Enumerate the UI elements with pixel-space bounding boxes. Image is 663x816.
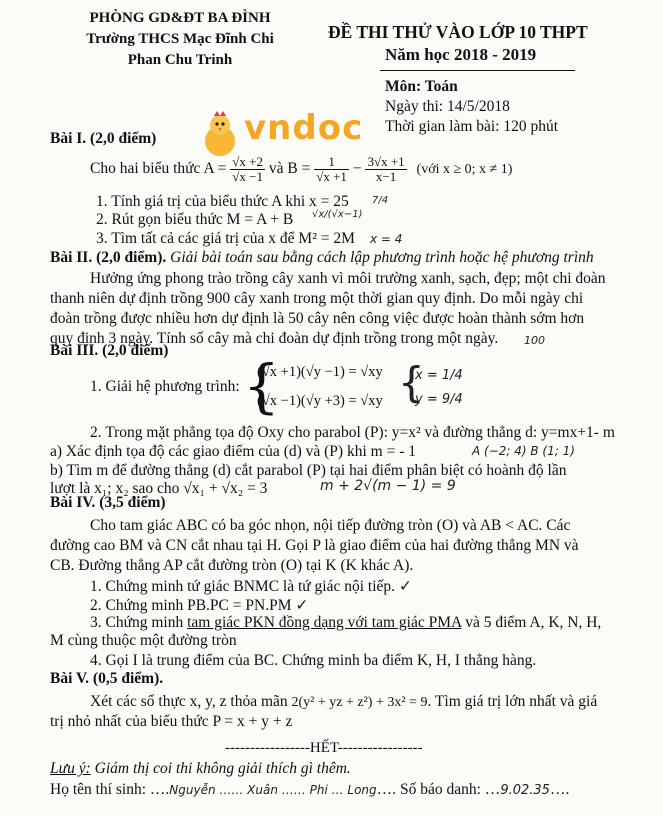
divider-line bbox=[380, 70, 575, 71]
bai3-title: Bài III. (2,0 điểm) bbox=[50, 342, 169, 359]
bai4-q3-five: 5 bbox=[483, 614, 492, 631]
bai1-handwritten-1: 7/4 bbox=[372, 195, 389, 206]
bai2-line4: quy định 3 ngày. Tính số cây mà chi đoàn dự định trồng trong một ngày. bbox=[50, 330, 499, 347]
bai1-q1: 1. Tính giá trị của biểu thức A khi x = 25 bbox=[96, 193, 349, 210]
exam-date: Ngày thi: 14/5/2018 bbox=[385, 98, 510, 115]
brace-icon: { bbox=[243, 352, 280, 420]
sbd-label: Số báo danh: … bbox=[400, 781, 501, 798]
bai3-handwritten-x: x = 1/4 bbox=[415, 368, 463, 383]
bai4-q3-cont: M cùng thuộc một đường tròn bbox=[50, 632, 237, 649]
equation-system bbox=[243, 352, 383, 420]
candidate-row bbox=[50, 781, 396, 799]
school-name-2: Phan Chu Trinh bbox=[127, 52, 233, 68]
fraction-a bbox=[230, 155, 265, 184]
bai1-q2: 2. Rút gọn biểu thức M = A + B bbox=[96, 211, 294, 228]
sbd-row bbox=[400, 781, 569, 799]
bai3-q2b-line1: b) Tìm m để đường thẳng (d) cắt parabol (P) tại hai điểm phân biệt có hoành độ lần bbox=[50, 462, 567, 479]
bai2-line2: thanh niên dự định trồng 900 cây xanh trong một thời gian quy định. Do mỗi ngày chi bbox=[50, 290, 584, 307]
bai5-line2: trị nhỏ nhất của biểu thức P = x + y + z bbox=[50, 713, 293, 730]
bai2-handwritten: 100 bbox=[524, 334, 545, 347]
bai1-q3: 3. Tìm tất cả các giá trị của x để M² = 2M bbox=[96, 230, 355, 247]
b2-numerator: 3√x +1 bbox=[367, 153, 405, 169]
checkmark-icon: ✓ bbox=[398, 577, 412, 595]
end-marker: -----------------HẾT----------------- bbox=[225, 740, 423, 756]
bai4-q1: 1. Chứng minh tứ giác BNMC là tứ giác nội tiếp. bbox=[90, 578, 396, 595]
bai3-q1: 1. Giải hệ phương trình: bbox=[90, 378, 240, 395]
a-denominator: √x −1 bbox=[232, 168, 263, 184]
bai5-line1 bbox=[90, 693, 597, 711]
watermark-text: vndoc bbox=[244, 108, 364, 148]
bai3-handwritten-2b: m + 2√(m − 1) = 9 bbox=[320, 478, 456, 494]
bai3-handwritten-2a: A (−2; 4) B (1; 1) bbox=[472, 444, 575, 458]
subject: Môn: Toán bbox=[385, 78, 458, 95]
bai1-and: và B = bbox=[268, 160, 311, 177]
bai5-title: Bài V. (0,5 điểm). bbox=[50, 670, 164, 687]
bai2-subtitle: Giải bài toán sau bằng cách lập phương trình hoặc hệ phương trình bbox=[170, 249, 594, 266]
a-numerator: √x +2 bbox=[232, 153, 263, 169]
fraction-b1 bbox=[314, 155, 349, 184]
bai1-intro: Cho hai biểu thức A = bbox=[90, 160, 227, 177]
b2-denominator: x−1 bbox=[375, 168, 397, 184]
bai4-q2-row bbox=[90, 596, 308, 615]
note-label: Lưu ý: bbox=[50, 760, 91, 777]
bai3-handwritten-y: y = 9/4 bbox=[415, 392, 463, 407]
bai5-tail: . Tìm giá trị lớn nhất và giá bbox=[427, 693, 598, 710]
bai4-q3-and: và bbox=[465, 614, 480, 631]
bai1-expression: Cho hai biểu thức A = $\frac{√x +2}{√x -1}$ và B = $\frac{1}{√x +1}$ − $\frac{3√x +1}{x-1}$ (với x ≥ 0; x ≠ 1) bbox=[90, 153, 513, 184]
bai2-title: Bài II. (2,0 điểm). bbox=[50, 249, 167, 266]
equation-1: (√x +1)(√y −1) = √xy bbox=[257, 364, 383, 380]
bai4-line3: CB. Đường thẳng AP cắt đường tròn (O) tại K (K khác A). bbox=[50, 557, 414, 574]
bai1-handwritten-3: x = 4 bbox=[370, 232, 403, 246]
note-row bbox=[50, 760, 351, 778]
bai4-q2: 2. Chứng minh PB.PC = PN.PM bbox=[90, 597, 292, 614]
note-text: Giám thị coi thi không giải thích gì thêm. bbox=[94, 760, 351, 777]
bai2-line3: đoàn trồng được nhiều hơn dự định là 50 cây nên công việc được hoàn thành sớm hơn bbox=[50, 310, 585, 327]
candidate-name-value: Nguyễn …… Xuân …… Phi … Long bbox=[169, 783, 377, 797]
equation-2: (√x −1)(√y +3) = √xy bbox=[257, 393, 383, 409]
exam-title: ĐỀ THI THỬ VÀO LỚP 10 THPT bbox=[328, 22, 588, 42]
bai4-line1: Cho tam giác ABC có ba góc nhọn, nội tiếp đường tròn (O) và AB < AC. Các bbox=[90, 517, 571, 534]
b1-numerator: 1 bbox=[314, 155, 349, 170]
bai4-q3-underlined: tam giác PKN đồng dạng với tam giác PMA bbox=[187, 614, 462, 631]
bai4-q1-row bbox=[90, 577, 412, 596]
bai5-equation: 2(y² + yz + z²) + 3x² = 9 bbox=[291, 695, 428, 710]
bai5-lead: Xét các số thực x, y, z thỏa mãn bbox=[90, 693, 288, 710]
candidate-name-label: Họ tên thí sinh: …. bbox=[50, 781, 170, 798]
school-year: Năm học 2018 - 2019 bbox=[385, 45, 537, 64]
candidate-name-end: …. bbox=[376, 781, 397, 798]
bai1-condition: (với x ≥ 0; x ≠ 1) bbox=[416, 162, 513, 177]
school-name: Trường THCS Mạc Đĩnh Chi bbox=[86, 31, 274, 47]
bai3-q2: 2. Trong mặt phẳng tọa độ Oxy cho parabol (P): y=x² và đường thẳng d: y=mx+1- m bbox=[90, 424, 615, 441]
sbd-value: 9.02.35 bbox=[500, 783, 550, 798]
bai4-q3-points: điểm A, K, N, H, bbox=[495, 614, 602, 631]
bai4-q3-lead: 3. Chứng minh bbox=[90, 614, 184, 631]
bai3-q2a: a) Xác định tọa độ các giao điểm của (d) và (P) khi m = - 1 bbox=[50, 443, 416, 460]
bai3-q2b-line2: lượt là x₁; x₂ sao cho √x₁ + √x₂ = 3 bbox=[50, 480, 268, 497]
bai1-handwritten-2: √x/(√x−1) bbox=[312, 209, 363, 220]
handwritten-brace: { bbox=[398, 358, 425, 407]
fraction-b2 bbox=[365, 155, 406, 184]
b1-denominator: √x +1 bbox=[316, 168, 347, 184]
exam-duration: Thời gian làm bài: 120 phút bbox=[385, 118, 559, 135]
bai2-line1: Hưởng ứng phong trào trồng cây xanh vì môi trường xanh, sạch, đẹp; một chi đoàn bbox=[90, 270, 606, 287]
department-heading: PHÒNG GD&ĐT BA ĐÌNH bbox=[89, 10, 271, 26]
bai4-q4: 4. Gọi I là trung điểm của BC. Chứng minh ba điểm K, H, I thẳng hàng. bbox=[90, 652, 537, 669]
sbd-end: …. bbox=[549, 781, 570, 798]
bai1-title: Bài I. (2,0 điểm) bbox=[50, 130, 157, 147]
bai4-q3-row bbox=[90, 614, 601, 632]
checkmark-icon-2: ✓ bbox=[295, 596, 309, 614]
bai4-line2: đường cao BM và CN cắt nhau tại H. Gọi P là giao điểm của hai đường thẳng MN và bbox=[50, 537, 579, 554]
bai4-title: Bài IV. (3,5 điểm) bbox=[50, 494, 166, 511]
bai2-heading bbox=[50, 249, 594, 267]
